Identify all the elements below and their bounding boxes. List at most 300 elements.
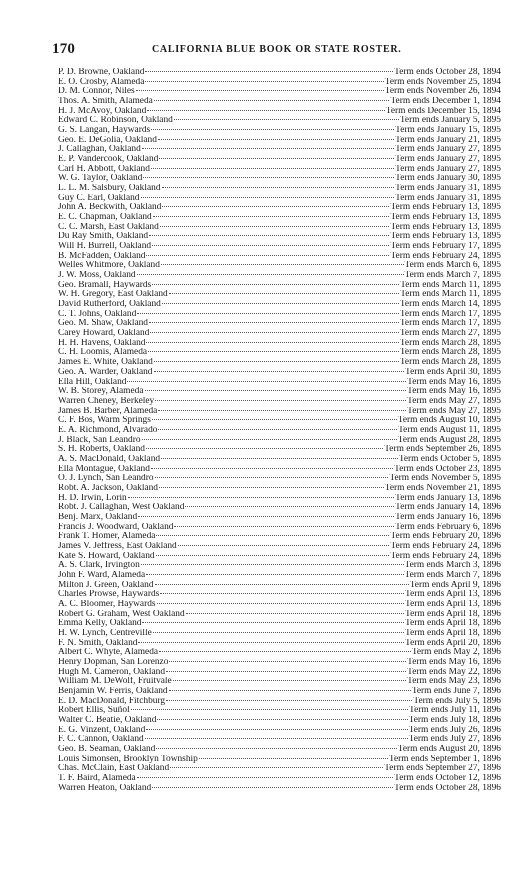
dot-leader	[169, 661, 406, 662]
dot-leader	[149, 235, 389, 236]
entry-name: Emma Kelly, Oakland	[58, 619, 142, 629]
roster-entry	[58, 726, 501, 736]
entry-name: Will H. Burrell, Oakland	[58, 242, 152, 252]
entry-term: Term ends October 28, 1894	[394, 68, 501, 77]
entry-name: C. T. Johns, Oakland	[58, 309, 137, 319]
entry-term: Term ends April 13, 1896	[405, 599, 501, 609]
dot-leader	[160, 593, 404, 594]
roster-entry	[58, 203, 501, 213]
entry-name: F. C. Cannon, Oakland	[58, 735, 144, 745]
roster-entry	[58, 503, 501, 513]
roster-entry	[58, 78, 501, 88]
entry-name: Geo. B. Seaman, Oakland	[58, 745, 156, 755]
entry-name: Francis J. Woodward, Oakland	[58, 522, 174, 532]
roster-entry	[58, 281, 501, 291]
entry-name: E. G. Vinzent, Oakland	[58, 725, 146, 735]
roster-entry	[58, 571, 501, 581]
roster-entry	[58, 542, 501, 552]
roster-entry	[58, 378, 501, 388]
entry-term: Term ends July 27, 1896	[408, 735, 501, 745]
entry-term: Term ends January 27, 1895	[395, 164, 501, 174]
entry-name: E. A. Richmond, Alvarado	[58, 425, 158, 435]
entry-name: David Rutherford, Oakland	[58, 300, 161, 310]
entry-term: Term ends May 16, 1895	[407, 377, 501, 387]
roster-entry	[58, 426, 501, 436]
entry-name: E. O. Crosby, Alameda	[58, 77, 145, 87]
entry-name: Carl H. Abbott, Oakland	[58, 164, 150, 174]
roster-entry	[58, 484, 501, 494]
dot-leader	[131, 709, 408, 710]
dot-leader	[152, 787, 393, 788]
entry-term: Term ends August 10, 1895	[397, 416, 501, 426]
entry-term: Term ends February 13, 1895	[390, 213, 501, 223]
entry-name: Geo. Bramall, Haywards	[58, 280, 152, 290]
entry-name: Welles Whitmore, Oakland	[58, 261, 160, 271]
roster-entry	[58, 116, 501, 126]
dot-leader	[146, 255, 389, 256]
roster-entry	[58, 416, 501, 426]
roster-entry	[58, 697, 501, 707]
dot-leader	[146, 729, 407, 730]
entry-term: Term ends January 5, 1895	[399, 116, 501, 126]
entry-name: J. W. Moss, Oakland	[58, 271, 136, 281]
entry-name: Ella Hill, Oakland	[58, 377, 127, 387]
entry-name: Charles Prowse, Haywards	[58, 590, 160, 600]
roster-entry	[58, 532, 501, 542]
roster-entry	[58, 310, 501, 320]
roster-entry	[58, 513, 501, 523]
roster-entry	[58, 271, 501, 281]
entry-term: Term ends February 13, 1895	[390, 232, 501, 242]
entry-term: Term ends March 28, 1895	[399, 348, 501, 358]
entry-name: Geo. A. Warder, Oakland	[58, 367, 153, 377]
entry-term: Term ends July 26, 1896	[408, 725, 501, 735]
dot-leader	[137, 274, 404, 275]
dot-leader	[155, 584, 409, 585]
entry-term: Term ends November 25, 1894	[384, 77, 501, 87]
dot-leader	[159, 651, 411, 652]
entry-name: Warren Cheney, Berkeley	[58, 396, 155, 406]
entry-name: Edward C. Robinson, Oakland	[58, 116, 173, 126]
entry-term: Term ends April 18, 1896	[405, 628, 501, 638]
entry-term: Term ends October 23, 1895	[394, 464, 501, 474]
roster-entry	[58, 348, 501, 358]
entry-name: Robt. A. Jackson, Oakland	[58, 483, 158, 493]
entry-name: James V. Jeffress, East Oakland	[58, 541, 177, 551]
dot-leader	[156, 555, 390, 556]
roster-entry	[58, 436, 501, 446]
entry-term: Term ends April 18, 1896	[405, 619, 501, 629]
roster-entry	[58, 716, 501, 726]
roster-entry	[58, 658, 501, 668]
dot-leader	[169, 690, 411, 691]
entry-term: Term ends July 18, 1896	[408, 716, 501, 726]
entry-term: Term ends April 18, 1896	[405, 609, 501, 619]
roster-entry	[58, 261, 501, 271]
roster-entry	[58, 619, 501, 629]
entry-term: Term ends April 20, 1896	[405, 638, 501, 648]
entry-term: Term ends May 27, 1895	[407, 396, 501, 406]
entry-name: A. S. MacDonald, Oakland	[58, 454, 161, 464]
dot-leader	[149, 322, 399, 323]
page-number: 170	[52, 41, 76, 57]
dot-leader	[145, 71, 393, 72]
entry-name: E. P. Vandercook, Oakland	[58, 155, 159, 165]
dot-leader	[156, 535, 389, 536]
roster-entry	[58, 68, 501, 78]
entry-name: Robt. J. Callaghan, West Oakland	[58, 503, 185, 513]
roster-entry	[58, 552, 501, 562]
running-title: CALIFORNIA BLUE BOOK OR STATE ROSTER.	[152, 44, 402, 55]
entry-name: James E. White, Oakland	[58, 358, 153, 368]
entry-term: Term ends February 13, 1895	[390, 222, 501, 232]
dot-leader	[145, 390, 407, 391]
entry-name: Benj. Marx, Oakland	[58, 512, 138, 522]
roster-entry	[58, 387, 501, 397]
entry-term: Term ends May 22, 1896	[407, 667, 501, 677]
entry-term: Term ends January 13, 1896	[395, 493, 501, 503]
roster-entry	[58, 252, 501, 262]
roster-entry	[58, 706, 501, 716]
dot-leader	[156, 748, 396, 749]
dot-leader	[152, 245, 389, 246]
entry-term: Term ends April 30, 1895	[405, 367, 501, 377]
entry-term: Term ends March 6, 1895	[404, 261, 501, 271]
dot-leader	[151, 168, 394, 169]
entry-term: Term ends March 7, 1896	[404, 570, 501, 580]
entry-term: Term ends November 21, 1895	[384, 483, 501, 493]
dot-leader	[151, 468, 393, 469]
dot-leader	[150, 332, 398, 333]
dot-leader	[155, 477, 389, 478]
entry-term: Term ends February 17, 1895	[390, 242, 501, 252]
entry-term: Term ends April 9, 1896	[409, 580, 501, 590]
dot-leader	[148, 351, 399, 352]
roster-entry	[58, 329, 501, 339]
entry-name: Robert G. Graham, West Oakland	[58, 609, 185, 619]
dot-leader	[160, 226, 390, 227]
entry-term: Term ends January 16, 1896	[395, 512, 501, 522]
roster-entry	[58, 136, 501, 146]
entry-term: Term ends May 16, 1895	[407, 387, 501, 397]
dot-leader	[146, 448, 383, 449]
entry-term: Term ends February 24, 1896	[390, 541, 501, 551]
dot-leader	[145, 81, 383, 82]
entry-name: Kate S. Howard, Oakland	[58, 551, 155, 561]
entry-name: Geo. M. Shaw, Oakland	[58, 319, 148, 329]
entry-term: Term ends February 24, 1895	[390, 251, 501, 261]
dot-leader	[161, 264, 404, 265]
entry-term: Term ends October 12, 1896	[394, 774, 501, 784]
entry-name: Geo. E. DeGolia, Oakland	[58, 135, 157, 145]
dot-leader	[137, 313, 399, 314]
roster-entry	[58, 677, 501, 687]
entry-name: H. D. Irwin, Lorin	[58, 493, 127, 503]
dot-leader	[155, 400, 406, 401]
entry-name: J. Callaghan, Oakland	[58, 145, 141, 155]
entry-term: Term ends January 27, 1895	[395, 145, 501, 155]
dot-leader	[145, 738, 408, 739]
dot-leader	[178, 545, 390, 546]
entry-name: B. McFadden, Oakland	[58, 251, 146, 261]
dot-leader	[153, 216, 390, 217]
roster-entry	[58, 319, 501, 329]
roster-entry	[58, 581, 501, 591]
dot-leader	[152, 284, 399, 285]
entry-name: A. C. Bloomer, Haywards	[58, 599, 156, 609]
roster-entry	[58, 561, 501, 571]
dot-leader	[162, 187, 395, 188]
roster-entry	[58, 755, 501, 765]
roster-entry	[58, 232, 501, 242]
dot-leader	[141, 197, 395, 198]
entry-term: Term ends March 11, 1895	[400, 290, 501, 300]
dot-leader	[174, 119, 399, 120]
entry-name: P. D. Browne, Oakland	[58, 68, 145, 77]
roster-entry	[58, 87, 501, 97]
roster-entry	[58, 629, 501, 639]
dot-leader	[136, 90, 384, 91]
entry-name: H. W. Lynch, Centreville	[58, 628, 152, 638]
entry-name: Louis Simonsen, Brooklyn Township	[58, 754, 198, 764]
dot-leader	[166, 700, 412, 701]
dot-leader	[199, 758, 388, 759]
entry-name: W. G. Taylor, Oakland	[58, 174, 143, 184]
dot-leader	[173, 680, 406, 681]
dot-leader	[128, 497, 394, 498]
entry-term: Term ends March 27, 1895	[399, 329, 501, 339]
entry-term: Term ends May 27, 1895	[407, 406, 501, 416]
entry-name: O. J. Lynch, San Leandro	[58, 474, 154, 484]
roster-entry	[58, 455, 501, 465]
roster-entry	[58, 300, 501, 310]
roster-entry	[58, 368, 501, 378]
dot-leader	[161, 458, 398, 459]
entry-term: Term ends April 13, 1896	[405, 590, 501, 600]
dot-leader	[162, 206, 389, 207]
roster-entry	[58, 213, 501, 223]
roster-entry	[58, 764, 501, 774]
dot-leader	[169, 293, 400, 294]
roster-entry	[58, 358, 501, 368]
entry-name: Carey Howard, Oakland	[58, 329, 150, 339]
roster-entry	[58, 155, 501, 165]
dot-leader	[154, 361, 399, 362]
dot-leader	[143, 177, 394, 178]
dot-leader	[166, 671, 406, 672]
roster-entry	[58, 600, 501, 610]
roster-entry	[58, 465, 501, 475]
entry-name: James B. Barber, Alameda	[58, 406, 158, 416]
dot-leader	[158, 429, 397, 430]
dot-leader	[151, 129, 394, 130]
entry-name: Chas. McClain, East Oakland	[58, 764, 170, 774]
entry-name: A. S. Clark, Irvington	[58, 561, 140, 571]
roster-list	[58, 68, 501, 793]
roster-entry	[58, 145, 501, 155]
entry-name: E. D. MacDonald, Fitchburg	[58, 696, 166, 706]
roster-entry	[58, 648, 501, 658]
entry-term: Term ends August 28, 1895	[397, 435, 501, 445]
entry-name: G. S. Langan, Haywards	[58, 126, 151, 136]
dot-leader	[138, 516, 394, 517]
entry-name: Robert Ellis, Suñol	[58, 706, 130, 716]
entry-term: Term ends March 3, 1896	[404, 561, 501, 571]
roster-entry	[58, 194, 501, 204]
roster-entry	[58, 687, 501, 697]
entry-name: T. F. Baird, Alameda	[58, 774, 136, 784]
entry-term: Term ends May 2, 1896	[411, 648, 501, 658]
entry-term: Term ends January 30, 1895	[395, 174, 501, 184]
entry-name: D. M. Connor, Niles	[58, 87, 135, 97]
entry-name: W. B. Storey, Alameda	[58, 387, 144, 397]
entry-name: H. H. Havens, Oakland	[58, 338, 146, 348]
entry-term: Term ends January 15, 1895	[395, 126, 501, 136]
dot-leader	[162, 303, 399, 304]
dot-leader	[185, 506, 394, 507]
entry-term: Term ends November 26, 1894	[384, 87, 501, 97]
entry-term: Term ends February 6, 1896	[395, 522, 501, 532]
entry-name: E. C. Chapman, Oakland	[58, 213, 152, 223]
entry-term: Term ends March 28, 1895	[399, 358, 501, 368]
dot-leader	[174, 526, 394, 527]
roster-entry	[58, 745, 501, 755]
dot-leader	[127, 381, 406, 382]
entry-term: Term ends March 17, 1895	[399, 309, 501, 319]
entry-term: Term ends September 1, 1896	[388, 754, 501, 764]
entry-term: Term ends March 14, 1895	[399, 300, 501, 310]
entry-term: Term ends September 26, 1895	[384, 445, 501, 455]
entry-name: Henry Dopman, San Lorenzo	[58, 657, 169, 667]
entry-name: C. H. Loomis, Alameda	[58, 348, 148, 358]
roster-entry	[58, 165, 501, 175]
entry-term: Term ends February 24, 1896	[390, 551, 501, 561]
entry-term: Term ends May 16, 1896	[407, 657, 501, 667]
entry-name: Thos. A. Smith, Alameda	[58, 97, 153, 107]
dot-leader	[159, 487, 384, 488]
dot-leader	[138, 642, 404, 643]
entry-name: Du Ray Smith, Oakland	[58, 232, 149, 242]
dot-leader	[154, 371, 405, 372]
dot-leader	[186, 613, 404, 614]
entry-term: Term ends October 28, 1896	[394, 783, 501, 793]
entry-name: Ella Montague, Oakland	[58, 464, 150, 474]
entry-term: Term ends March 17, 1895	[399, 319, 501, 329]
entry-term: Term ends July 5, 1896	[413, 696, 501, 706]
entry-term: Term ends March 7, 1895	[404, 271, 501, 281]
dot-leader	[142, 622, 404, 623]
entry-term: Term ends November 5, 1895	[389, 474, 501, 484]
roster-entry	[58, 126, 501, 136]
entry-term: Term ends February 13, 1895	[390, 203, 501, 213]
dot-leader	[153, 632, 404, 633]
roster-entry	[58, 223, 501, 233]
roster-entry	[58, 290, 501, 300]
entry-name: John F. Ward, Alameda	[58, 570, 146, 580]
roster-entry	[58, 97, 501, 107]
entry-term: Term ends August 20, 1896	[397, 745, 501, 755]
entry-name: William M. DeWolf, Fruitvale	[58, 677, 172, 687]
entry-term: Term ends January 31, 1895	[395, 184, 501, 194]
dot-leader	[170, 767, 383, 768]
entry-term: Term ends December 15, 1894	[385, 106, 501, 116]
entry-term: Term ends June 7, 1896	[411, 687, 501, 696]
entry-name: John A. Beckwith, Oakland	[58, 203, 162, 213]
entry-term: Term ends May 23, 1896	[407, 677, 501, 687]
entry-term: Term ends September 27, 1896	[384, 764, 501, 774]
entry-name: Hugh M. Cameron, Oakland	[58, 667, 166, 677]
entry-term: Term ends January 27, 1895	[395, 155, 501, 165]
entry-name: Frank T. Homer, Alameda	[58, 532, 156, 542]
entry-term: Term ends February 20, 1896	[390, 532, 501, 542]
entry-name: Guy C. Earl, Oakland	[58, 193, 140, 203]
dot-leader	[142, 439, 397, 440]
dot-leader	[147, 110, 385, 111]
entry-name: F. N. Smith, Oakland	[58, 638, 138, 648]
entry-term: Term ends July 11, 1896	[409, 706, 501, 716]
roster-entry	[58, 184, 501, 194]
entry-name: S. H. Roberts, Oakland	[58, 445, 145, 455]
page-header	[52, 41, 502, 59]
entry-term: Term ends January 14, 1896	[395, 503, 501, 513]
roster-entry	[58, 339, 501, 349]
entry-name: H. J. McAvoy, Oakland	[58, 106, 147, 116]
roster-entry	[58, 774, 501, 784]
dot-leader	[142, 148, 394, 149]
dot-leader	[158, 410, 406, 411]
roster-entry	[58, 590, 501, 600]
entry-name: Walter C. Beatie, Oakland	[58, 716, 157, 726]
roster-entry	[58, 639, 501, 649]
roster-entry	[58, 784, 501, 794]
entry-term: Term ends January 21, 1895	[395, 135, 501, 145]
dot-leader	[152, 419, 397, 420]
entry-term: Term ends March 28, 1895	[399, 338, 501, 348]
entry-term: Term ends October 5, 1895	[398, 454, 501, 464]
dot-leader	[141, 564, 404, 565]
entry-term: Term ends December 1, 1894	[390, 97, 501, 107]
entry-term: Term ends August 11, 1895	[398, 425, 501, 435]
dot-leader	[146, 342, 398, 343]
dot-leader	[157, 719, 407, 720]
entry-name: Milton J. Green, Oakland	[58, 580, 154, 590]
entry-name: Benjamin W. Ferris, Oakland	[58, 687, 168, 696]
roster-entry	[58, 668, 501, 678]
roster-entry	[58, 107, 501, 117]
dot-leader	[146, 574, 403, 575]
roster-entry	[58, 445, 501, 455]
dot-leader	[159, 158, 394, 159]
entry-term: Term ends March 11, 1895	[400, 280, 501, 290]
roster-entry	[58, 523, 501, 533]
roster-entry	[58, 494, 501, 504]
roster-entry	[58, 407, 501, 417]
dot-leader	[137, 777, 393, 778]
roster-entry	[58, 735, 501, 745]
entry-name: L. L. M. Salsbury, Oakland	[58, 184, 161, 194]
entry-name: J. Black, San Leandro	[58, 435, 141, 445]
roster-entry	[58, 242, 501, 252]
entry-term: Term ends January 31, 1895	[395, 193, 501, 203]
entry-name: C. C. Marsh, East Oakland	[58, 222, 159, 232]
roster-entry	[58, 474, 501, 484]
entry-name: C. F. Bos, Warm Springs	[58, 416, 151, 426]
entry-name: Albert C. Whyte, Alameda	[58, 648, 159, 658]
entry-name: Warren Heaton, Oakland	[58, 783, 152, 793]
dot-leader	[154, 100, 390, 101]
roster-entry	[58, 174, 501, 184]
roster-entry	[58, 610, 501, 620]
